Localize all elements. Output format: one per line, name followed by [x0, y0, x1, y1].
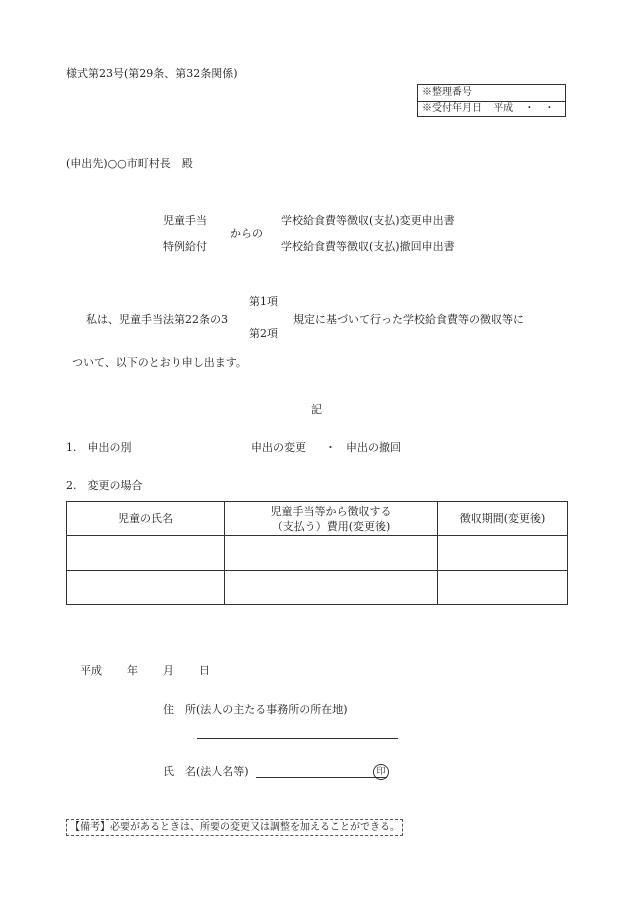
option-separator: ・: [325, 441, 336, 454]
period-cell[interactable]: [438, 536, 568, 570]
col-fee-line2: （支払う）費用(変更後): [271, 519, 391, 533]
date-era: 平成: [80, 664, 102, 677]
option-change[interactable]: 申出の変更: [251, 441, 306, 454]
date-year: 年: [127, 664, 138, 677]
statement-prefix: 私は、児童手当法第22条の3: [86, 313, 228, 326]
title-right-top: 学校給食費等徴収(支払)変更申出書: [281, 214, 455, 227]
address-line[interactable]: [197, 738, 398, 739]
name-line[interactable]: [256, 777, 387, 778]
addressee: (申出先)○○市町村長 殿: [66, 157, 193, 170]
col-period: 徴収期間(変更後): [438, 502, 568, 536]
clause-top: 第1項: [249, 295, 278, 308]
received-date-label: ※受付年月日: [422, 103, 482, 114]
title-right-bottom: 学校給食費等徴収(支払)撤回申出書: [281, 240, 455, 253]
received-date-era: 平成: [493, 103, 514, 114]
table-row: [67, 536, 568, 570]
received-date-dots: ・ ・: [524, 103, 555, 114]
ref-number-field: [418, 85, 565, 102]
title-left-bottom: 特例給付: [163, 240, 207, 253]
child-name-cell[interactable]: [67, 570, 225, 604]
reference-box: [417, 84, 566, 117]
name-label: 氏 名(法人名等): [163, 765, 249, 778]
statement-suffix: 規定に基づいて行った学校給食費等の徴収等に: [293, 313, 524, 326]
col-child-name: 児童の氏名: [67, 502, 225, 536]
fee-cell[interactable]: [225, 570, 438, 604]
ki-heading: 記: [311, 403, 322, 416]
item1-label: 1. 申出の別: [66, 441, 132, 454]
remarks-note: 【備考】必要があるときは、所要の変更又は調整を加えることができる。: [66, 819, 403, 836]
child-name-cell[interactable]: [67, 536, 225, 570]
statement-line2: ついて、以下のとおり申し出ます。: [72, 356, 247, 369]
period-cell[interactable]: [438, 570, 568, 604]
col-fee: [225, 502, 438, 536]
table-row: [67, 570, 568, 604]
clause-bottom: 第2項: [249, 327, 278, 340]
fee-cell[interactable]: [225, 536, 438, 570]
title-left-top: 児童手当: [163, 214, 207, 227]
address-label: 住 所(法人の主たる事務所の所在地): [163, 703, 348, 716]
option-withdraw[interactable]: 申出の撤回: [346, 441, 401, 454]
table-header-row: [67, 502, 568, 536]
col-fee-line1: 児童手当等から徴収する: [270, 504, 392, 518]
ref-number-label: ※整理番号: [422, 87, 472, 98]
seal-mark: 印: [373, 764, 389, 780]
received-date-field: [418, 101, 565, 117]
date-month: 月: [163, 664, 174, 677]
form-number: 様式第23号(第29条、第32条関係): [66, 67, 238, 80]
title-connector: からの: [230, 227, 263, 240]
change-table: [66, 501, 568, 605]
item2-label: 2. 変更の場合: [66, 479, 143, 492]
date-day: 日: [199, 664, 210, 677]
